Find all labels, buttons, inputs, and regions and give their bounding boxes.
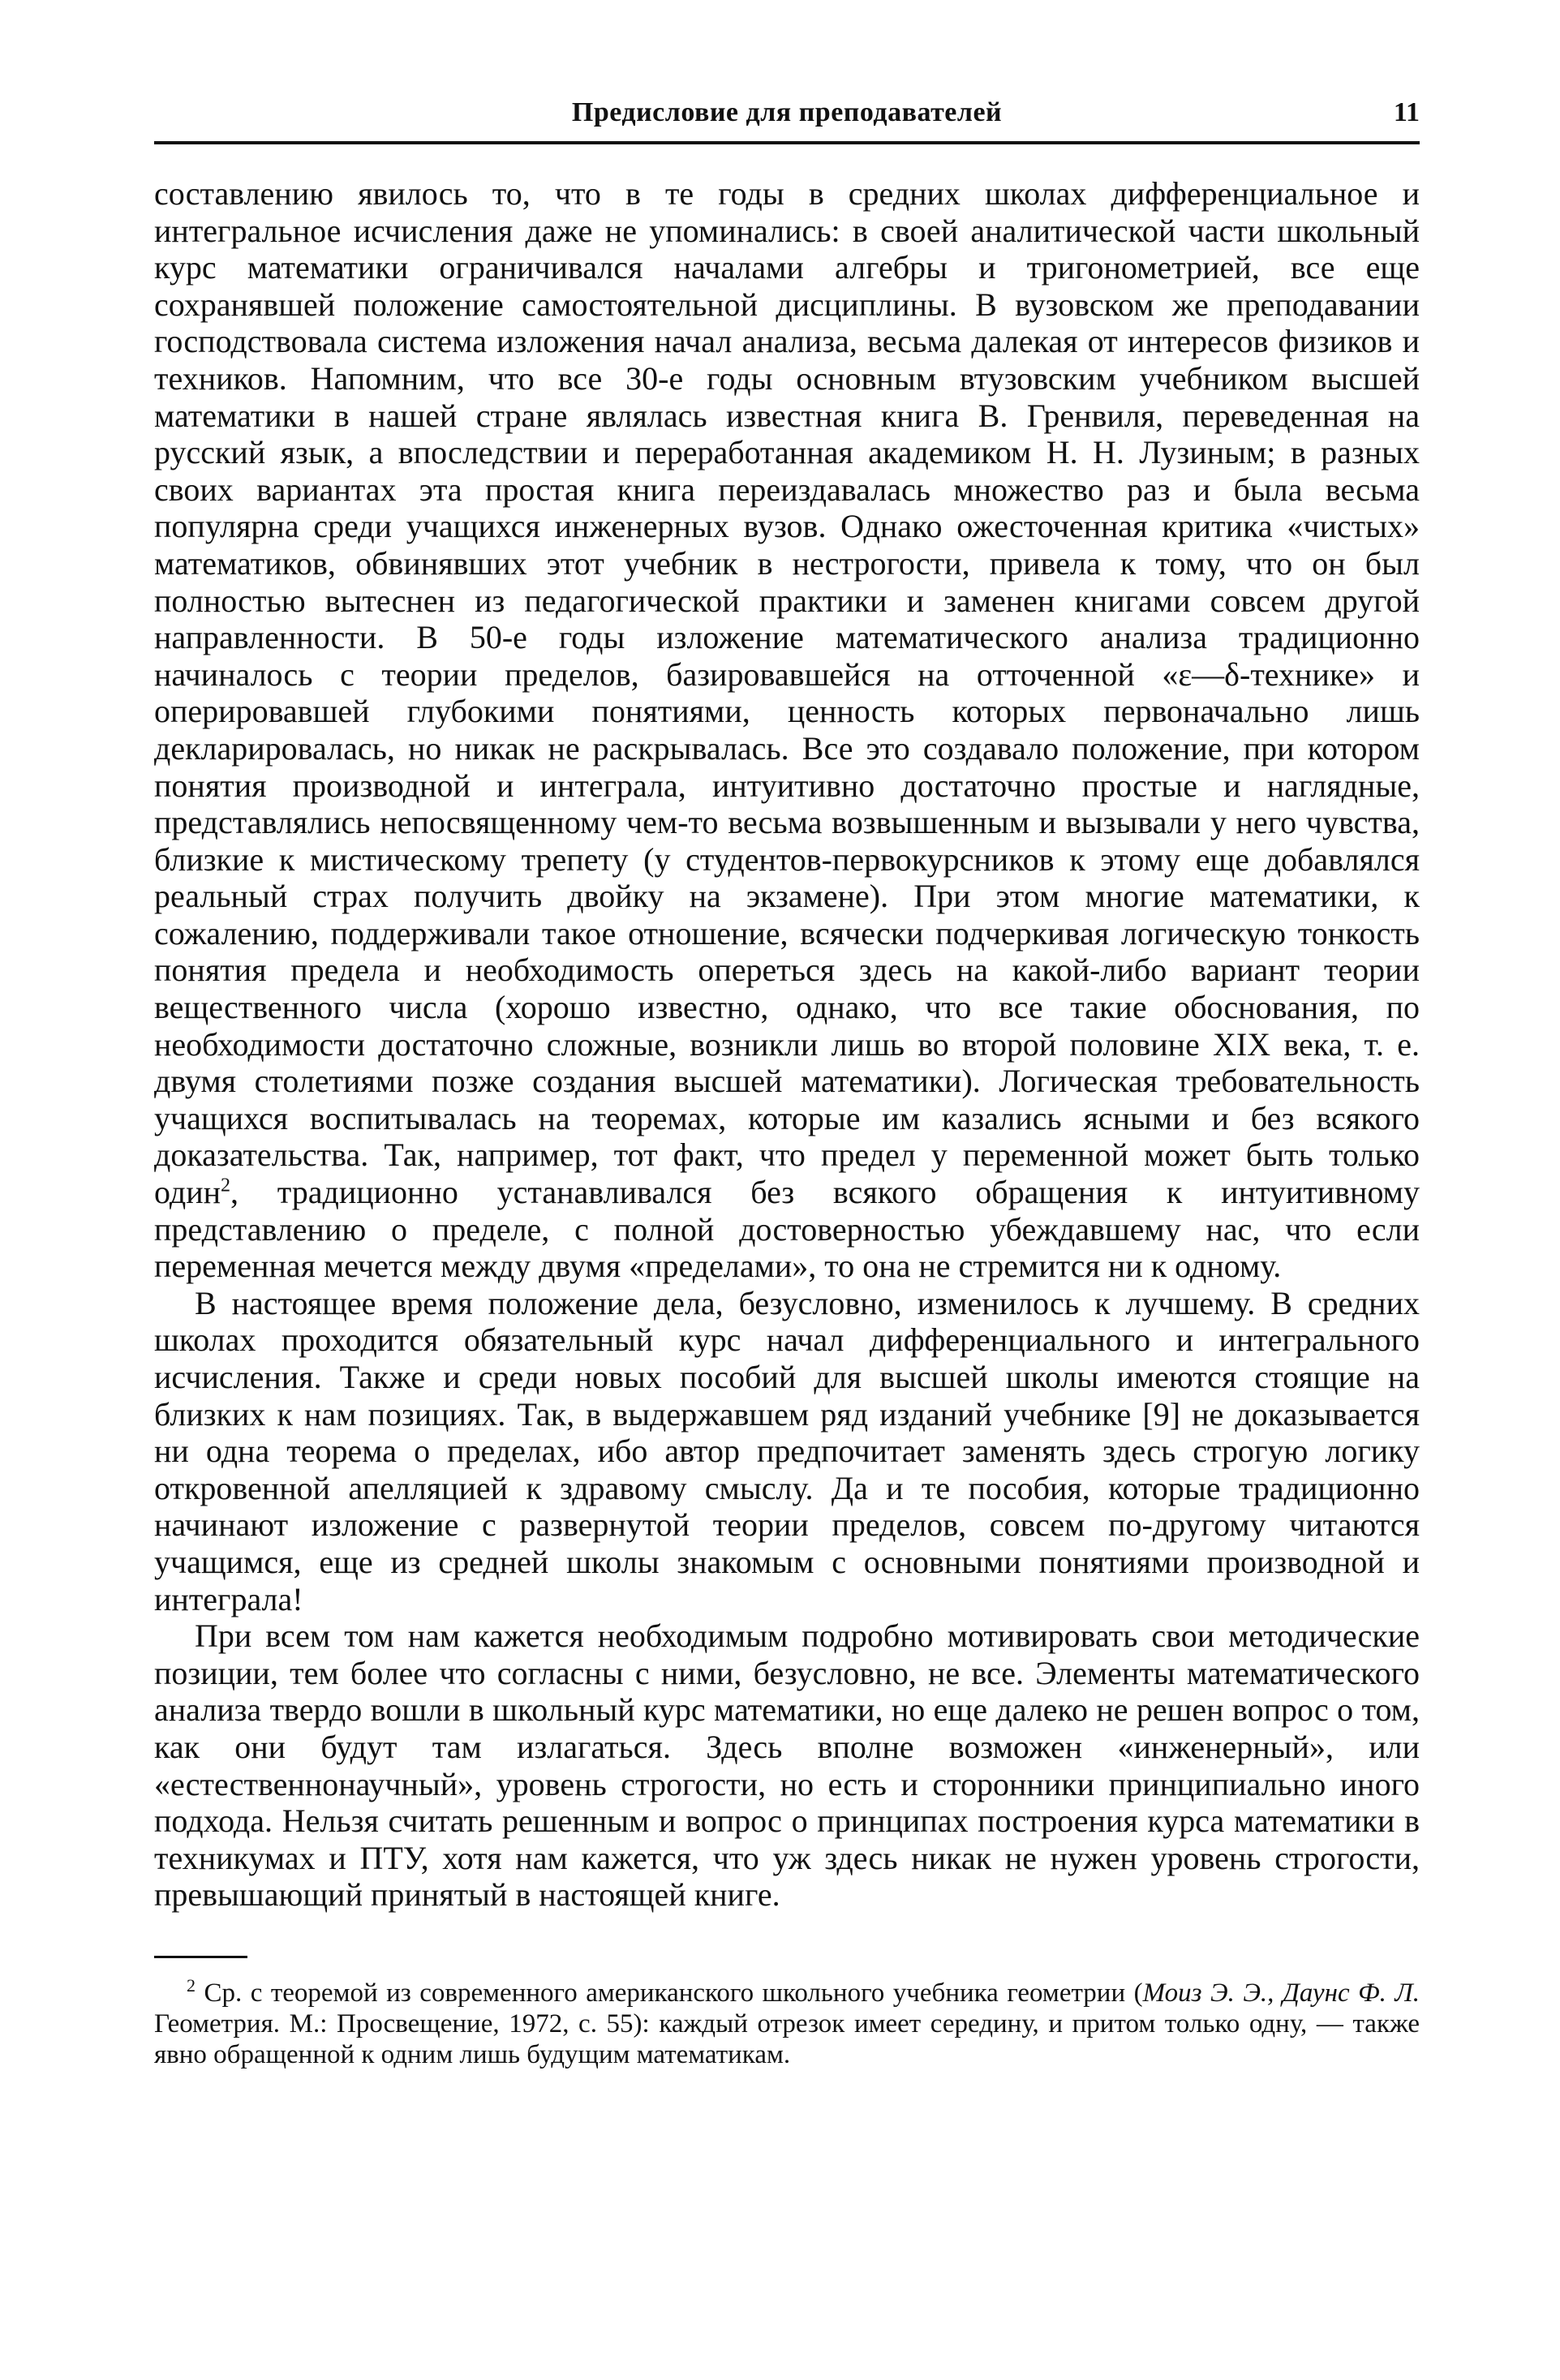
footnote-text-end: Геометрия. М.: Просвещение, 1972, с. 55): каждый отрезок имеет середину, и притом только одну, — также явно обращенной к одним лишь будущим математикам. (154, 2008, 1420, 2069)
running-title: Предисловие для преподавателей (571, 97, 1003, 127)
footnote-text-start: Ср. с теоремой из современного американского школьного учебника геометрии ( (204, 1978, 1143, 2008)
paragraph-1 (154, 175, 1420, 1285)
footnote-separator (154, 1956, 247, 1958)
paragraph-3: При всем том нам кажется необходимым подробно мотивировать свои методические позиции, тем более что согласны с ними, безусловно, не все. Элементы математического анализа твердо вошли в школьный курс математики, но еще далеко не решен вопрос о том, как они будут там излагаться. Здесь вполне возможен «инженерный», или «естественнонаучный», уровень строгости, но есть и сторонники принципиально иного подхода. Нельзя считать решенным и вопрос о принципах построения курса математики в техникумах и ПТУ, хотя нам кажется, что уж здесь никак не нужен уровень строгости, превышающий принятый в настоящей книге. (154, 1617, 1420, 1914)
book-page (154, 89, 1420, 2328)
footnote-mark: 2 (187, 1974, 196, 1996)
paragraph-1-text-end: , традиционно устанавливался без всякого обращения к интуитивному представлению о пределе, с полной достоверностью убеждавшему нас, что если переменная мечется между двумя «пределами», то она не стремится ни к одному. (154, 1174, 1420, 1285)
main-text (154, 175, 1420, 1914)
paragraph-2: В настоящее время положение дела, безусловно, изменилось к лучшему. В средних школах проходится обязательный курс начал дифференциального и интегрального исчисления. Также и среди новых пособий для высшей школы имеются стоящие на близких к нам позициях. Так, в выдержавшем ряд изданий учебнике [9] не доказывается ни одна теорема о пределах, ибо автор предпочитает заменять здесь строгую логику откровенной апелляцией к здравому смыслу. Да и те пособия, которые традиционно начинают изложение с развернутой теории пределов, совсем по-другому читаются учащимся, еще из средней школы знакомым с основными понятиями производной и интеграла! (154, 1284, 1420, 1617)
footnote-reference: 2 (221, 1175, 231, 1196)
paragraph-1-text-start: составлению явилось то, что в те годы в средних школах дифференциальное и интегральное исчисления даже не упоминались: в своей аналитической части школьный курс математики ограничивался началами алгебры и тригонометрией, все еще сохранявшей положение самостоятельной дисциплины. В вузовском же преподавании господствовала система изложения начал анализа, весьма далекая от интересов физиков и техников. Напомним, что все 30-е годы основным втузовским учебником высшей математики в нашей стране являлась известная книга В. Гренвиля, переведенная на русский язык, а впоследствии и переработанная академиком Н. Н. Лузиным; в разных своих вариантах эта простая книга переиздавалась множество раз и была весьма популярна среди учащихся инженерных вузов. Однако ожесточенная критика «чистых» математиков, обвинявших этот учебник в нестрогости, привела к тому, что он был полностью вытеснен из педагогической практики и заменен книгами совсем другой направленности. В 50-е годы изложение математического анализа традиционно начиналось с теории пределов, базировавшейся на отточенной «ε—δ-технике» и оперировавшей глубокими понятиями, ценность которых первоначально лишь декларировалась, но никак не раскрывалась. Все это создавало положение, при котором понятия производной и интеграла, интуитивно достаточно простые и наглядные, представлялись непосвященному чем-то весьма возвышенным и вызывали у него чувства, близкие к мистическому трепету (у студентов-первокурсников к этому еще добавлялся реальный страх получить двойку на экзамене). При этом многие математики, к сожалению, поддерживали такое отношение, всячески подчеркивая логическую тонкость понятия предела и необходимость опереться здесь на какой-либо вариант теории вещественного числа (хорошо известно, однако, что все такие обоснования, по необходимости достаточно сложные, возникли лишь во второй половине XIX века, т. е. двумя столетиями позже создания высшей математики). Логическая требовательность учащихся воспитывалась на теоремах, которые им казались ясными и без всякого доказательства. Так, например, тот факт, что предел у переменной может быть только один (154, 175, 1420, 1211)
footnote (154, 1974, 1420, 2070)
page-number: 11 (1393, 97, 1420, 127)
running-header (154, 89, 1420, 144)
footnote-authors: Моиз Э. Э., Даунс Ф. Л. (1142, 1978, 1420, 2008)
